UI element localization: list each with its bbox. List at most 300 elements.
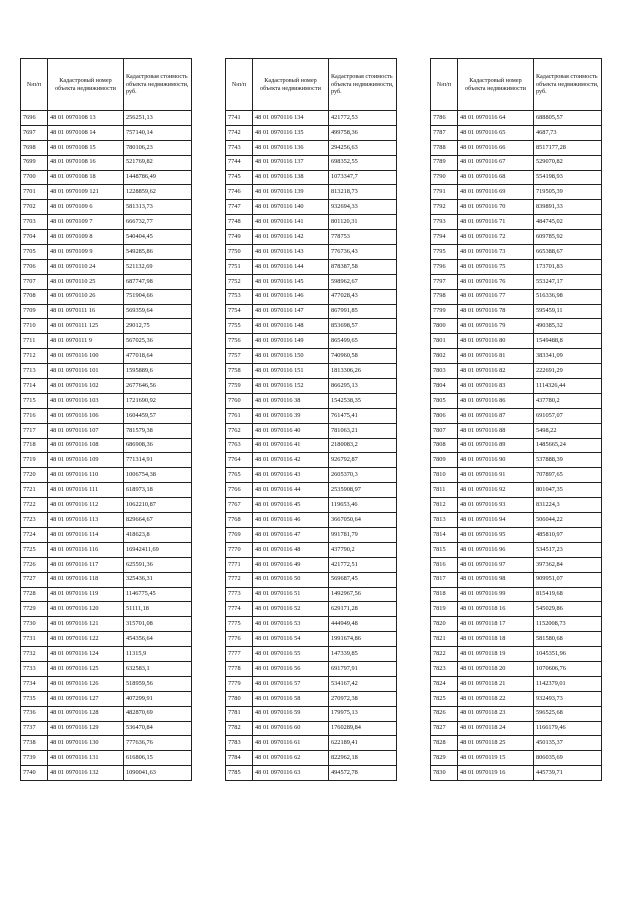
cadastral-value: 529070,82 xyxy=(534,155,602,170)
row-num: 7738 xyxy=(21,736,48,751)
table-row xyxy=(21,706,192,721)
row-num: 7733 xyxy=(21,661,48,676)
row-num: 7792 xyxy=(431,200,458,215)
table-row xyxy=(21,527,192,542)
table-row xyxy=(21,304,192,319)
row-num: 7721 xyxy=(21,483,48,498)
header-cadastral-value: Кадастровая стоимость объекта недвижимости, руб. xyxy=(329,59,397,111)
table-row xyxy=(226,453,397,468)
table-row xyxy=(226,125,397,140)
table-row xyxy=(226,721,397,736)
cadastral-value: 629171,28 xyxy=(329,602,397,617)
table-row xyxy=(431,125,602,140)
table-row xyxy=(21,647,192,662)
cadastral-number: 48 01 0970109 9 xyxy=(48,245,124,260)
row-num: 7829 xyxy=(431,751,458,766)
cadastral-number: 48 01 0970109 121 xyxy=(48,185,124,200)
table-row xyxy=(226,200,397,215)
cadastral-number: 48 01 0970116 90 xyxy=(458,453,534,468)
row-num: 7697 xyxy=(21,125,48,140)
table-row xyxy=(21,661,192,676)
table-row xyxy=(226,334,397,349)
row-num: 7825 xyxy=(431,691,458,706)
cadastral-value: 521132,69 xyxy=(124,259,192,274)
row-num: 7707 xyxy=(21,274,48,289)
row-num: 7736 xyxy=(21,706,48,721)
cadastral-number: 48 01 0970116 93 xyxy=(458,498,534,513)
table-row xyxy=(21,319,192,334)
table-row xyxy=(431,647,602,662)
table-row xyxy=(226,617,397,632)
row-num: 7788 xyxy=(431,140,458,155)
row-num: 7704 xyxy=(21,230,48,245)
cadastral-number: 48 01 0970116 40 xyxy=(253,423,329,438)
row-num: 7808 xyxy=(431,438,458,453)
cadastral-number: 48 01 0970116 144 xyxy=(253,259,329,274)
table-row xyxy=(431,483,602,498)
cadastral-value: 831224,3 xyxy=(534,498,602,513)
row-num: 7703 xyxy=(21,215,48,230)
row-num: 7814 xyxy=(431,527,458,542)
row-num: 7719 xyxy=(21,453,48,468)
row-num: 7821 xyxy=(431,632,458,647)
cadastral-number: 48 01 0970108 15 xyxy=(48,140,124,155)
cadastral-number: 48 01 0970116 75 xyxy=(458,259,534,274)
table-row xyxy=(21,408,192,423)
row-num: 7794 xyxy=(431,230,458,245)
row-num: 7769 xyxy=(226,527,253,542)
row-num: 7779 xyxy=(226,676,253,691)
cadastral-number: 48 01 0970116 137 xyxy=(253,155,329,170)
table-row xyxy=(226,602,397,617)
cadastral-value: 4687,73 xyxy=(534,125,602,140)
cadastral-value: 777636,76 xyxy=(124,736,192,751)
cadastral-number: 48 01 0970116 92 xyxy=(458,483,534,498)
row-num: 7795 xyxy=(431,245,458,260)
row-num: 7759 xyxy=(226,379,253,394)
cadastral-value: 545029,86 xyxy=(534,602,602,617)
table-row xyxy=(431,393,602,408)
table-row xyxy=(226,170,397,185)
cadastral-number: 48 01 0970116 132 xyxy=(48,766,124,781)
header-num: №п/п xyxy=(21,59,48,111)
table-row xyxy=(226,557,397,572)
cadastral-value: 665388,67 xyxy=(534,245,602,260)
row-num: 7778 xyxy=(226,661,253,676)
header-cadastral-number: Кадастровый номер объекта недвижимости xyxy=(48,59,124,111)
cadastral-number: 48 01 0970116 50 xyxy=(253,572,329,587)
table-row xyxy=(226,423,397,438)
cadastral-number: 48 01 0970118 17 xyxy=(458,617,534,632)
cadastral-value: 780106,23 xyxy=(124,140,192,155)
cadastral-value: 581313,73 xyxy=(124,200,192,215)
table-row xyxy=(431,245,602,260)
cadastral-number: 48 01 0970116 58 xyxy=(253,691,329,706)
table-row xyxy=(21,676,192,691)
table-row xyxy=(431,230,602,245)
row-num: 7812 xyxy=(431,498,458,513)
cadastral-number: 48 01 0970116 149 xyxy=(253,334,329,349)
table-row xyxy=(226,736,397,751)
row-num: 7753 xyxy=(226,289,253,304)
cadastral-number: 48 01 0970118 16 xyxy=(458,602,534,617)
cadastral-number: 48 01 0970116 52 xyxy=(253,602,329,617)
cadastral-number: 48 01 0970116 138 xyxy=(253,170,329,185)
table-row xyxy=(21,230,192,245)
table-row xyxy=(226,766,397,781)
table-row xyxy=(226,289,397,304)
cadastral-value: 477028,43 xyxy=(329,289,397,304)
cadastral-value: 270972,38 xyxy=(329,691,397,706)
cadastral-number: 48 01 0970116 56 xyxy=(253,661,329,676)
cadastral-value: 1721690,92 xyxy=(124,393,192,408)
table-row xyxy=(21,334,192,349)
row-num: 7781 xyxy=(226,706,253,721)
cadastral-number: 48 01 0970116 151 xyxy=(253,364,329,379)
cadastral-number: 48 01 0970116 47 xyxy=(253,527,329,542)
cadastral-value: 499758,36 xyxy=(329,125,397,140)
table-row xyxy=(431,527,602,542)
header-num: №п/п xyxy=(226,59,253,111)
cadastral-number: 48 01 0970116 124 xyxy=(48,647,124,662)
table-row xyxy=(226,349,397,364)
row-num: 7710 xyxy=(21,319,48,334)
cadastral-number: 48 01 0970116 51 xyxy=(253,587,329,602)
row-num: 7811 xyxy=(431,483,458,498)
cadastral-number: 48 01 0970116 68 xyxy=(458,170,534,185)
table-row xyxy=(431,155,602,170)
table-row xyxy=(431,349,602,364)
cadastral-number: 48 01 0970118 25 xyxy=(458,736,534,751)
table-row xyxy=(21,289,192,304)
cadastral-value: 707897,65 xyxy=(534,468,602,483)
cadastral-value: 29012,75 xyxy=(124,319,192,334)
table-row xyxy=(226,483,397,498)
cadastral-value: 1073347,7 xyxy=(329,170,397,185)
table-row xyxy=(21,572,192,587)
table-row xyxy=(226,140,397,155)
row-num: 7785 xyxy=(226,766,253,781)
cadastral-number: 48 01 0970118 19 xyxy=(458,647,534,662)
cadastral-number: 48 01 0970116 96 xyxy=(458,542,534,557)
table-row xyxy=(21,125,192,140)
cadastral-value: 537888,39 xyxy=(534,453,602,468)
cadastral-value: 553247,17 xyxy=(534,274,602,289)
table-row xyxy=(21,185,192,200)
table-row xyxy=(226,155,397,170)
table-row xyxy=(431,170,602,185)
cadastral-number: 48 01 0970116 77 xyxy=(458,289,534,304)
table-row xyxy=(21,423,192,438)
cadastral-number: 48 01 0970116 146 xyxy=(253,289,329,304)
row-num: 7716 xyxy=(21,408,48,423)
row-num: 7820 xyxy=(431,617,458,632)
table-row xyxy=(21,587,192,602)
cadastral-number: 48 01 0970110 25 xyxy=(48,274,124,289)
cadastral-value: 776736,43 xyxy=(329,245,397,260)
cadastral-number: 48 01 0970116 98 xyxy=(458,572,534,587)
table-row xyxy=(431,632,602,647)
row-num: 7708 xyxy=(21,289,48,304)
table-row xyxy=(21,155,192,170)
row-num: 7760 xyxy=(226,393,253,408)
cadastral-value: 801047,35 xyxy=(534,483,602,498)
table-row xyxy=(226,111,397,126)
row-num: 7815 xyxy=(431,542,458,557)
cadastral-number: 48 01 0970116 78 xyxy=(458,304,534,319)
cadastral-number: 48 01 0970116 62 xyxy=(253,751,329,766)
table-row xyxy=(431,408,602,423)
row-num: 7722 xyxy=(21,498,48,513)
row-num: 7696 xyxy=(21,111,48,126)
row-num: 7791 xyxy=(431,185,458,200)
cadastral-number: 48 01 0970116 102 xyxy=(48,379,124,394)
cadastral-value: 781579,38 xyxy=(124,423,192,438)
row-num: 7701 xyxy=(21,185,48,200)
cadastral-number: 48 01 0970116 122 xyxy=(48,632,124,647)
table-row xyxy=(21,259,192,274)
row-num: 7768 xyxy=(226,513,253,528)
cadastral-value: 778753 xyxy=(329,230,397,245)
cadastral-value: 437780,2 xyxy=(534,393,602,408)
row-num: 7764 xyxy=(226,453,253,468)
cadastral-number: 48 01 0970116 139 xyxy=(253,185,329,200)
table-header-row xyxy=(431,59,602,111)
row-num: 7826 xyxy=(431,706,458,721)
row-num: 7754 xyxy=(226,304,253,319)
cadastral-number: 48 01 0970111 125 xyxy=(48,319,124,334)
cadastral-number: 48 01 0970116 94 xyxy=(458,513,534,528)
row-num: 7750 xyxy=(226,245,253,260)
row-num: 7705 xyxy=(21,245,48,260)
row-num: 7806 xyxy=(431,408,458,423)
cadastral-value: 815419,68 xyxy=(534,587,602,602)
cadastral-value: 781063,21 xyxy=(329,423,397,438)
row-num: 7737 xyxy=(21,721,48,736)
table-row xyxy=(431,468,602,483)
table-row xyxy=(226,572,397,587)
row-num: 7749 xyxy=(226,230,253,245)
row-num: 7747 xyxy=(226,200,253,215)
row-num: 7789 xyxy=(431,155,458,170)
cadastral-number: 48 01 0970116 117 xyxy=(48,557,124,572)
cadastral-value: 1062210,87 xyxy=(124,498,192,513)
row-num: 7793 xyxy=(431,215,458,230)
table-row xyxy=(226,691,397,706)
cadastral-number: 48 01 0970116 60 xyxy=(253,721,329,736)
table-row xyxy=(21,364,192,379)
cadastral-value: 418623,8 xyxy=(124,527,192,542)
row-num: 7748 xyxy=(226,215,253,230)
row-num: 7751 xyxy=(226,259,253,274)
cadastral-value: 534167,42 xyxy=(329,676,397,691)
cadastral-value: 609785,92 xyxy=(534,230,602,245)
table-row xyxy=(431,304,602,319)
cadastral-value: 534517,23 xyxy=(534,542,602,557)
row-num: 7798 xyxy=(431,289,458,304)
row-num: 7717 xyxy=(21,423,48,438)
row-num: 7775 xyxy=(226,617,253,632)
row-num: 7755 xyxy=(226,319,253,334)
row-num: 7706 xyxy=(21,259,48,274)
row-num: 7744 xyxy=(226,155,253,170)
cadastral-number: 48 01 0970109 8 xyxy=(48,230,124,245)
cadastral-number: 48 01 0970116 120 xyxy=(48,602,124,617)
header-cadastral-number: Кадастровый номер объекта недвижимости xyxy=(458,59,534,111)
cadastral-number: 48 01 0970116 39 xyxy=(253,408,329,423)
cadastral-number: 48 01 0970116 86 xyxy=(458,393,534,408)
cadastral-value: 1760289,84 xyxy=(329,721,397,736)
row-num: 7725 xyxy=(21,542,48,557)
cadastral-number: 48 01 0970116 143 xyxy=(253,245,329,260)
cadastral-value: 1448786,49 xyxy=(124,170,192,185)
header-num: №п/п xyxy=(431,59,458,111)
table-row xyxy=(431,557,602,572)
cadastral-value: 1142379,01 xyxy=(534,676,602,691)
cadastral-number: 48 01 0970116 46 xyxy=(253,513,329,528)
row-num: 7752 xyxy=(226,274,253,289)
cadastral-value: 1991674,86 xyxy=(329,632,397,647)
row-num: 7767 xyxy=(226,498,253,513)
row-num: 7823 xyxy=(431,661,458,676)
table-row xyxy=(431,215,602,230)
row-num: 7734 xyxy=(21,676,48,691)
row-num: 7757 xyxy=(226,349,253,364)
cadastral-number: 48 01 0970116 121 xyxy=(48,617,124,632)
cadastral-number: 48 01 0970116 45 xyxy=(253,498,329,513)
cadastral-number: 48 01 0970116 82 xyxy=(458,364,534,379)
cadastral-number: 48 01 0970116 130 xyxy=(48,736,124,751)
cadastral-value: 540404,45 xyxy=(124,230,192,245)
header-cadastral-value: Кадастровая стоимость объекта недвижимости, руб. xyxy=(124,59,192,111)
row-num: 7741 xyxy=(226,111,253,126)
row-num: 7810 xyxy=(431,468,458,483)
table-row xyxy=(431,721,602,736)
cadastral-value: 853698,57 xyxy=(329,319,397,334)
cadastral-number: 48 01 0970116 147 xyxy=(253,304,329,319)
row-num: 7800 xyxy=(431,319,458,334)
cadastral-value: 1146775,45 xyxy=(124,587,192,602)
table-row xyxy=(226,661,397,676)
cadastral-value: 991781,79 xyxy=(329,527,397,542)
cadastral-value: 2677646,56 xyxy=(124,379,192,394)
cadastral-number: 48 01 0970116 49 xyxy=(253,557,329,572)
cadastral-number: 48 01 0970116 63 xyxy=(253,766,329,781)
table-row xyxy=(226,438,397,453)
cadastral-number: 48 01 0970116 42 xyxy=(253,453,329,468)
cadastral-number: 48 01 0970116 66 xyxy=(458,140,534,155)
cadastral-value: 1006754,38 xyxy=(124,468,192,483)
cadastral-value: 421772,51 xyxy=(329,557,397,572)
table-row xyxy=(431,289,602,304)
cadastral-number: 48 01 0970116 108 xyxy=(48,438,124,453)
cadastral-number: 48 01 0970116 118 xyxy=(48,572,124,587)
cadastral-value: 1813306,26 xyxy=(329,364,397,379)
table-row xyxy=(226,230,397,245)
cadastral-number: 48 01 0970116 127 xyxy=(48,691,124,706)
cadastral-value: 567025,36 xyxy=(124,334,192,349)
table-row xyxy=(21,379,192,394)
row-num: 7732 xyxy=(21,647,48,662)
cadastral-value: 1045351,96 xyxy=(534,647,602,662)
cadastral-value: 1228859,62 xyxy=(124,185,192,200)
cadastral-value: 813218,73 xyxy=(329,185,397,200)
cadastral-number: 48 01 0970116 76 xyxy=(458,274,534,289)
table-row xyxy=(21,602,192,617)
table-row xyxy=(431,751,602,766)
cadastral-number: 48 01 0970108 16 xyxy=(48,155,124,170)
cadastral-number: 48 01 0970116 91 xyxy=(458,468,534,483)
cadastral-value: 454356,64 xyxy=(124,632,192,647)
cadastral-value: 806035,69 xyxy=(534,751,602,766)
row-num: 7763 xyxy=(226,438,253,453)
cadastral-value: 1492967,56 xyxy=(329,587,397,602)
cadastral-number: 48 01 0970116 57 xyxy=(253,676,329,691)
cadastral-number: 48 01 0970111 16 xyxy=(48,304,124,319)
row-num: 7735 xyxy=(21,691,48,706)
cadastral-number: 48 01 0970118 23 xyxy=(458,706,534,721)
row-num: 7731 xyxy=(21,632,48,647)
table-row xyxy=(431,111,602,126)
cadastral-number: 48 01 0970116 148 xyxy=(253,319,329,334)
cadastral-value: 325436,31 xyxy=(124,572,192,587)
header-cadastral-number: Кадастровый номер объекта недвижимости xyxy=(253,59,329,111)
cadastral-number: 48 01 0970110 24 xyxy=(48,259,124,274)
table-row xyxy=(21,632,192,647)
table-row xyxy=(226,527,397,542)
cadastral-value: 2180083,2 xyxy=(329,438,397,453)
cadastral-number: 48 01 0970116 69 xyxy=(458,185,534,200)
row-num: 7784 xyxy=(226,751,253,766)
cadastral-number: 48 01 0970109 6 xyxy=(48,200,124,215)
table-row xyxy=(226,706,397,721)
row-num: 7790 xyxy=(431,170,458,185)
table-row xyxy=(431,691,602,706)
cadastral-number: 48 01 0970116 65 xyxy=(458,125,534,140)
table-row xyxy=(21,751,192,766)
cadastral-value: 450135,37 xyxy=(534,736,602,751)
cadastral-number: 48 01 0970116 114 xyxy=(48,527,124,542)
row-num: 7816 xyxy=(431,557,458,572)
cadastre-table-right xyxy=(430,58,602,781)
cadastral-number: 48 01 0970116 131 xyxy=(48,751,124,766)
cadastral-value: 2605370,3 xyxy=(329,468,397,483)
cadastral-number: 48 01 0970116 150 xyxy=(253,349,329,364)
cadastral-value: 932694,33 xyxy=(329,200,397,215)
cadastral-number: 48 01 0970111 9 xyxy=(48,334,124,349)
cadastral-number: 48 01 0970116 116 xyxy=(48,542,124,557)
cadastral-number: 48 01 0970116 72 xyxy=(458,230,534,245)
cadastral-number: 48 01 0970116 113 xyxy=(48,513,124,528)
cadastral-number: 48 01 0970116 95 xyxy=(458,527,534,542)
cadastral-value: 829664,67 xyxy=(124,513,192,528)
row-num: 7715 xyxy=(21,393,48,408)
table-row xyxy=(431,140,602,155)
cadastral-value: 761475,41 xyxy=(329,408,397,423)
table-row xyxy=(21,274,192,289)
table-row xyxy=(431,661,602,676)
table-row xyxy=(431,453,602,468)
cadastral-number: 48 01 0970116 97 xyxy=(458,557,534,572)
cadastral-value: 521769,82 xyxy=(124,155,192,170)
row-num: 7804 xyxy=(431,379,458,394)
cadastral-number: 48 01 0970116 55 xyxy=(253,647,329,662)
cadastral-value: 822962,18 xyxy=(329,751,397,766)
cadastral-value: 1549488,8 xyxy=(534,334,602,349)
cadastral-value: 421772,53 xyxy=(329,111,397,126)
cadastral-value: 51111,18 xyxy=(124,602,192,617)
row-num: 7818 xyxy=(431,587,458,602)
